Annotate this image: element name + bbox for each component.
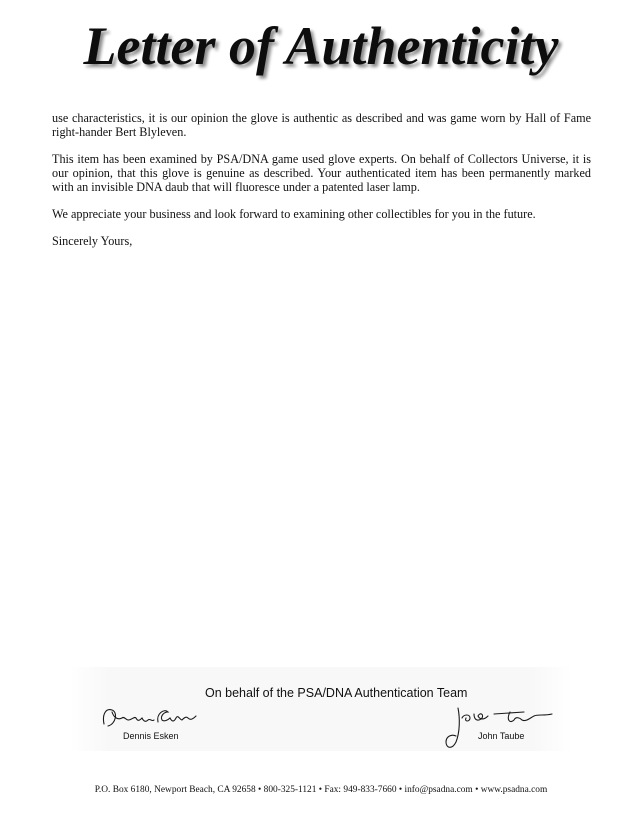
team-line: On behalf of the PSA/DNA Authentication Team xyxy=(205,686,468,700)
letter-body xyxy=(52,111,591,261)
signatory-name-dennis-esken: Dennis Esken xyxy=(123,731,179,741)
footer-contact: P.O. Box 6180, Newport Beach, CA 92658 • 800-325-1121 • Fax: 949-833-7660 • info@psadna.com • www.psadna.com xyxy=(94,785,548,795)
signatory-name-john-taube: John Taube xyxy=(478,731,525,741)
letter-paragraph: use characteristics, it is our opinion the glove is authentic as described and was game worn by Hall of Fame right-hander Bert Blyleven. xyxy=(52,111,591,139)
signature-john-taube xyxy=(440,704,560,752)
signature-dennis-esken xyxy=(98,704,202,732)
letterhead xyxy=(0,8,642,88)
letterhead-title: Letter of Authenticity xyxy=(83,16,559,76)
signature-text: John Taube xyxy=(440,704,445,705)
letterhead-title-graphic xyxy=(0,8,642,88)
letter-closing: Sincerely Yours, xyxy=(52,234,133,248)
letter-paragraph: We appreciate your business and look forward to examining other collectibles for you in the future. xyxy=(52,207,536,221)
letter-paragraph: This item has been examined by PSA/DNA game used glove experts. On behalf of Collectors Universe, it is our opinion, that this glove is genuine as described. Your authenticated item has been permanently marked with an invisible DNA daub that will fluoresce under a patented laser lamp. xyxy=(52,152,591,194)
signature-text: Dennis Esken xyxy=(98,704,104,705)
